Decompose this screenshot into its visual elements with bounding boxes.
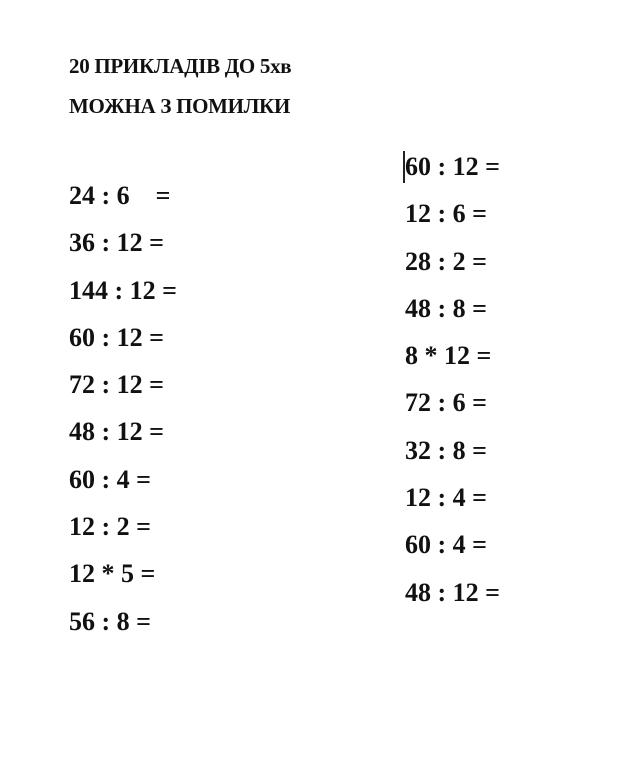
exercise-item: 12 * 5 = — [69, 559, 156, 589]
exercise-item: 72 : 12 = — [69, 370, 164, 400]
exercise-list-right — [405, 152, 500, 625]
exercise-item: 48 : 8 = — [405, 293, 487, 323]
exercise-item: 28 : 2 = — [405, 246, 487, 276]
exercise-item: 12 : 6 = — [405, 199, 487, 229]
exercise-item: 60 : 4 = — [69, 464, 151, 494]
exercise-item: 60 : 12 = — [69, 322, 164, 352]
exercise-item: 56 : 8 = — [69, 606, 151, 636]
exercise-item: 32 : 8 = — [405, 435, 487, 465]
exercise-item: 48 : 12 = — [405, 577, 500, 607]
exercise-item: 48 : 12 = — [69, 417, 164, 447]
document-subtitle: МОЖНА З ПОМИЛКИ — [69, 94, 291, 118]
document-title: 20 ПРИКЛАДІВ ДО 5хв — [69, 54, 292, 78]
exercise-item: 60 : 4 = — [405, 530, 487, 560]
exercise-item: 72 : 6 = — [405, 388, 487, 418]
exercise-item: 12 : 4 = — [405, 483, 487, 513]
exercise-item: 36 : 12 = — [69, 228, 164, 258]
exercise-item: 12 : 2 = — [69, 512, 151, 542]
exercise-item: 60 : 12 = — [405, 152, 500, 181]
exercise-item: 144 : 12 = — [69, 275, 177, 305]
exercise-item: 8 * 12 = — [405, 341, 492, 371]
exercise-item: 24 : 6 = — [69, 181, 171, 210]
exercise-list-left — [69, 181, 177, 654]
